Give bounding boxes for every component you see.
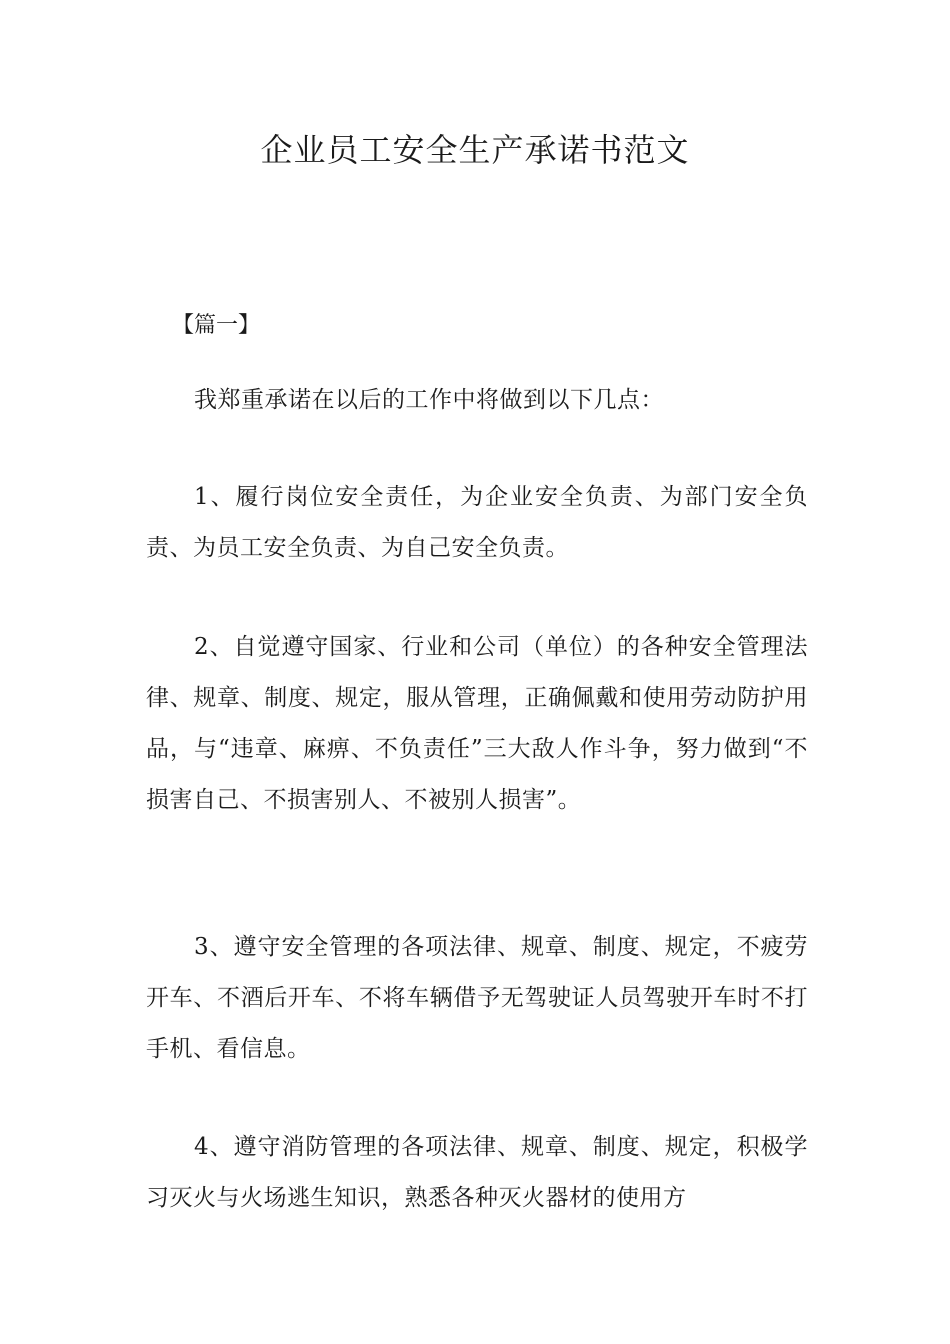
section-label: 【篇一】 <box>172 313 261 338</box>
document-title: 企业员工安全生产承诺书范文 <box>260 131 690 169</box>
paragraph-item-2: 2、自觉遵守国家、行业和公司（单位）的各种安全管理法律、规章、制度、规定，服从管理，正确佩戴和使用劳动防护用品，与“违章、麻痹、不负责任”三大敌人作斗争，努力做到“不损害自己、不损害别人、不被别人损害”。 <box>146 634 808 813</box>
paragraph-item-3: 3、遵守安全管理的各项法律、规章、制度、规定，不疲劳开车、不酒后开车、不将车辆借予无驾驶证人员驾驶开车时不打手机、看信息。 <box>146 934 808 1062</box>
paragraph-item-4: 4、遵守消防管理的各项法律、规章、制度、规定，积极学习灭火与火场逃生知识，熟悉各种灭火器材的使用方 <box>146 1134 808 1211</box>
paragraph-intro: 我郑重承诺在以后的工作中将做到以下几点： <box>194 387 664 413</box>
paragraph-item-1: 1、履行岗位安全责任，为企业安全负责、为部门安全负责、为员工安全负责、为自己安全负责。 <box>146 484 808 561</box>
